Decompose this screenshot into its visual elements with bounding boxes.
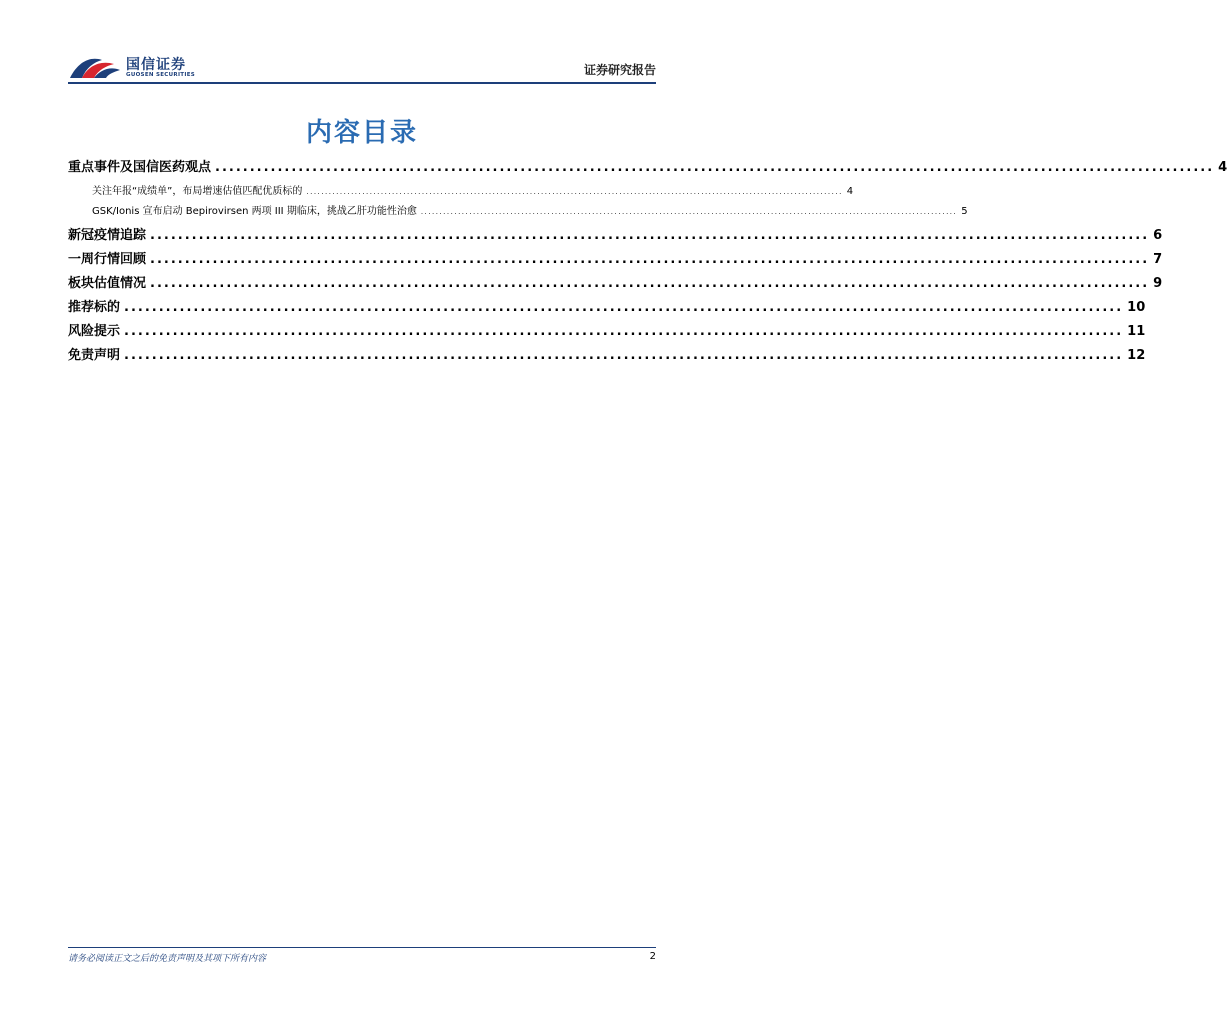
toc-title: 内容目录 <box>305 118 418 148</box>
toc-entry-page: 6 <box>1153 228 1163 243</box>
toc-entry[interactable] <box>68 272 1163 291</box>
toc-entry[interactable] <box>68 320 1146 339</box>
guosen-logo-mark-icon <box>68 52 122 82</box>
toc-entry-label: 免责声明 <box>68 348 121 363</box>
logo-chinese-name: 国信证券 <box>126 57 186 73</box>
toc-entry-page: 7 <box>1153 252 1163 267</box>
header-divider <box>68 82 656 84</box>
toc-leader-dots: ................................................................................................................................................ <box>150 252 1150 267</box>
toc-entry-page: 4 <box>846 186 854 197</box>
toc-entry-label: 重点事件及国信医药观点 <box>68 160 212 175</box>
toc-entry-page: 9 <box>1153 276 1163 291</box>
toc-entry[interactable] <box>68 182 854 197</box>
toc-entry[interactable] <box>68 248 1163 267</box>
toc-entry-label: 关注年报“成绩单”，布局增速估值匹配优质标的 <box>92 186 303 197</box>
toc-leader-dots: ................................................................................................................................................ <box>124 348 1124 363</box>
toc-entry-label: 板块估值情况 <box>68 276 147 291</box>
page-header <box>68 48 656 84</box>
toc-entry[interactable] <box>68 224 1163 243</box>
report-type-label: 证券研究报告 <box>583 63 656 77</box>
toc-entry-label: 新冠疫情追踪 <box>68 228 147 243</box>
toc-entry[interactable] <box>68 344 1146 363</box>
toc-entry-label: 推荐标的 <box>68 300 121 315</box>
logo-english-name: GUOSEN SECURITIES <box>126 72 196 78</box>
toc-entry-label: GSK/Ionis 宣布启动 Bepirovirsen 两项 III 期临床，挑战乙肝功能性治愈 <box>92 206 417 217</box>
toc-entry-page: 10 <box>1127 300 1146 315</box>
page-number: 2 <box>649 951 656 962</box>
toc-entry-label: 风险提示 <box>68 324 121 339</box>
toc-entry-page: 11 <box>1127 324 1146 339</box>
footer-divider <box>68 947 656 948</box>
toc-leader-dots: ................................................................................................................................................ <box>215 160 1215 175</box>
toc-leader-dots: ................................................................................................................................................ <box>420 208 958 216</box>
toc-entry[interactable] <box>68 202 968 217</box>
toc-leader-dots: ................................................................................................................................................ <box>150 276 1150 291</box>
toc-entry-page: 5 <box>961 206 968 217</box>
toc-leader-dots: ................................................................................................................................................ <box>306 188 843 196</box>
toc-leader-dots: ................................................................................................................................................ <box>124 300 1124 315</box>
toc-entry-label: 一周行情回顾 <box>68 252 147 267</box>
footer-disclaimer: 请务必阅读正文之后的免责声明及其项下所有内容 <box>68 954 267 964</box>
toc-entry-page: 12 <box>1127 348 1146 363</box>
toc-entry-page: 4 <box>1218 160 1227 175</box>
toc-entry[interactable] <box>68 156 1227 175</box>
toc-leader-dots: ................................................................................................................................................ <box>124 324 1124 339</box>
toc-entry[interactable] <box>68 296 1146 315</box>
guosen-logo <box>68 52 228 82</box>
toc-leader-dots: ................................................................................................................................................ <box>150 228 1150 243</box>
